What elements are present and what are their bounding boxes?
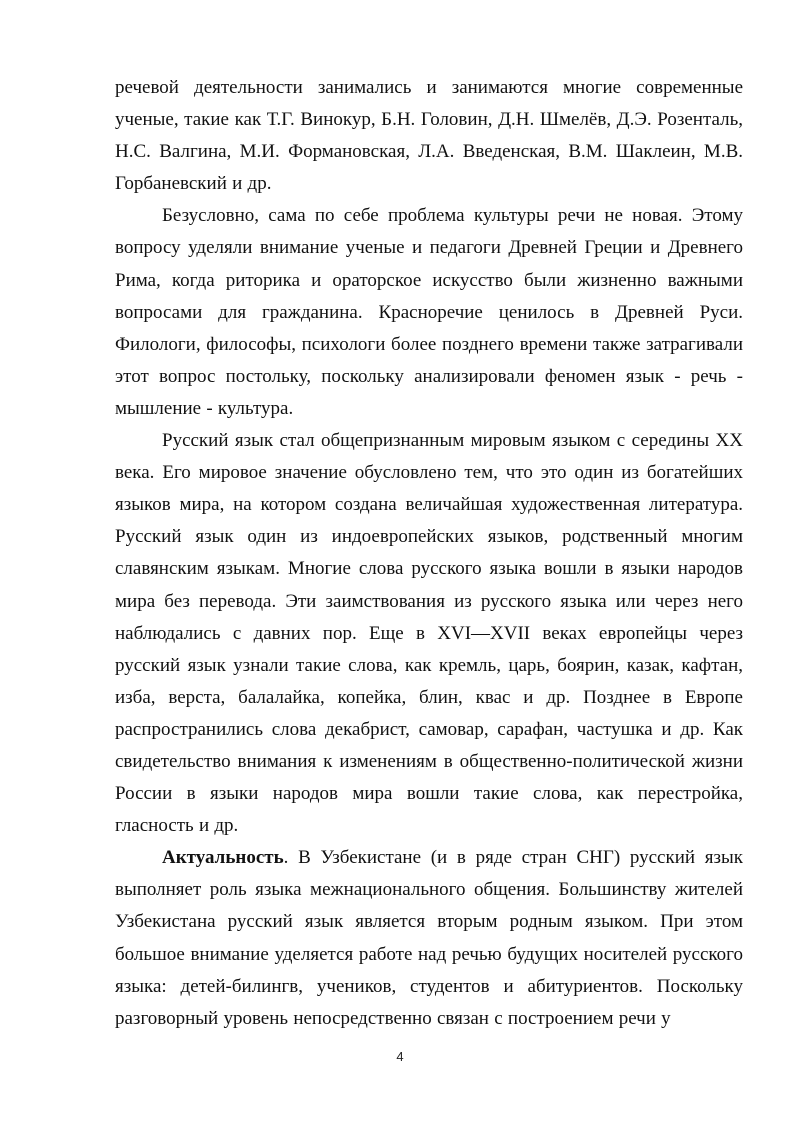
document-page — [115, 72, 743, 1035]
paragraph-russian-language — [115, 425, 743, 842]
paragraph-relevance — [115, 842, 743, 1035]
paragraph-text: Безусловно, сама по себе проблема культуры речи не новая. Этому вопросу уделяли внимание ученые и педагоги Древней Греции и Древнего Рима, когда риторика и ораторское искусство были жизненно важными вопросами для гражданина. Красноречие ценилось в Древней Руси. Филологи, философы, психологи более позднего времени также затрагивали этот вопрос постольку, поскольку анализировали феномен язык - речь - мышление - культура. — [115, 205, 743, 419]
paragraph-text: . В Узбекистане (и в ряде стран СНГ) русский язык выполняет роль языка межнационального общения. Большинству жителей Узбекистана русский язык является вторым родным языком. При этом большое внимание уделяется работе над речью будущих носителей русского языка: детей-билингв, учеников, студентов и абитуриентов. Поскольку разговорный уровень непосредственно связан с построением речи у — [115, 847, 743, 1029]
paragraph-text: Русский язык стал общепризнанным мировым языком с середины XX века. Его мировое значение обусловлено тем, что это один из богатейших языков мира, на котором создана величайшая художественная литература. Русский язык один из индоевропейских языков, родственный многим славянским языкам. Многие слова русского языка вошли в языки народов мира без перевода. Эти заимствования из русского языка или через него наблюдались с давних пор. Еще в XVI—XVII веках европейцы через русский язык узнали такие слова, как кремль, царь, боярин, казак, кафтан, изба, верста, балалайка, копейка, блин, квас и др. Позднее в Европе распространились слова декабрист, самовар, сарафан, частушка и др. Как свидетельство внимания к изменениям в общественно-политической жизни России в языки народов мира вошли такие слова, как перестройка, гласность и др. — [115, 430, 743, 837]
paragraph-text: речевой деятельности занимались и занимаются многие современные ученые, такие как Т.Г. Винокур, Б.Н. Головин, Д.Н. Шмелёв, Д.Э. Розенталь, Н.С. Валгина, М.И. Формановская, Л.А. Введенская, В.М. Шаклеин, М.В. Горбаневский и др. — [115, 77, 743, 195]
page-number: 4 — [396, 1049, 404, 1064]
relevance-heading: Актуальность — [162, 847, 284, 869]
paragraph-continuation — [115, 72, 743, 200]
paragraph-speech-culture — [115, 200, 743, 425]
